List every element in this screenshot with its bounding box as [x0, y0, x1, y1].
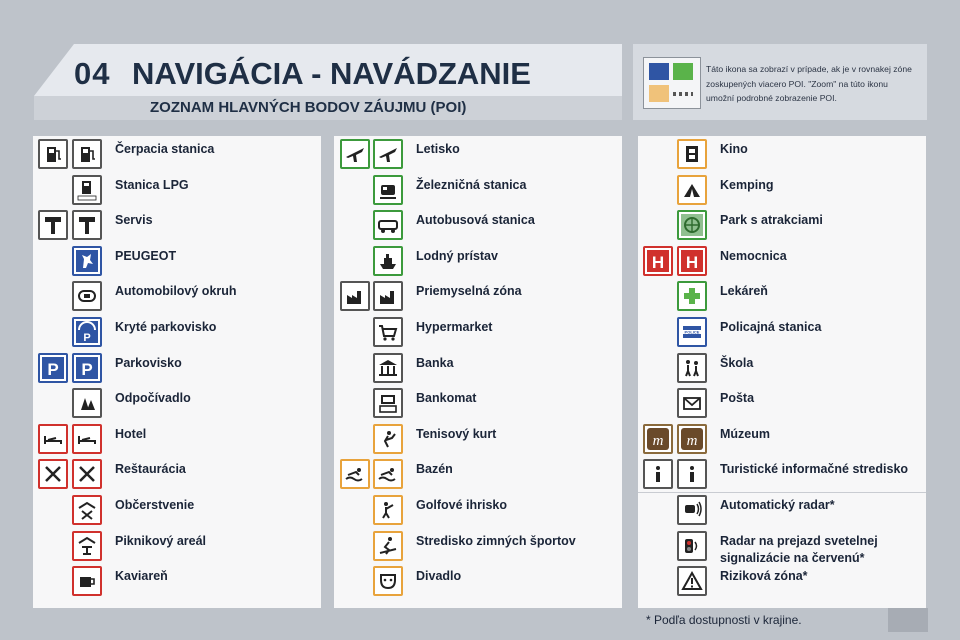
poi-label: Riziková zóna*: [720, 569, 808, 583]
tennis-icon: [373, 424, 403, 454]
section-subtitle: ZOZNAM HLAVNÝCH BODOV ZÁUJMU (POI): [150, 99, 467, 116]
covered-parking-icon: [72, 317, 102, 347]
svg-text:m: m: [686, 433, 698, 449]
svg-text:POLICE: POLICE: [684, 329, 700, 335]
school-icon: [677, 353, 707, 383]
airplane-icon: [340, 139, 370, 169]
svg-text:H: H: [685, 253, 699, 272]
golf-icon: [373, 495, 403, 525]
train-icon: [373, 175, 403, 205]
film-icon: [677, 139, 707, 169]
poi-label: Hypermarket: [416, 320, 493, 334]
shopping-cart-icon: [373, 317, 403, 347]
poi-group-zoom-icon: [643, 57, 701, 109]
rest-area-icon: [72, 388, 102, 418]
poi-label: Park s atrakciami: [720, 213, 823, 227]
poi-label: Automatický radar*: [720, 498, 835, 512]
pharmacy-cross-icon: [677, 281, 707, 311]
poi-label: Golfové ihrisko: [416, 498, 507, 512]
warning-triangle-icon: [677, 566, 707, 596]
poi-label: PEUGEOT: [115, 249, 177, 263]
fork-knife-icon: [72, 459, 102, 489]
picnic-icon: [72, 531, 102, 561]
peugeot-lion-icon: [72, 246, 102, 276]
skier-icon: [373, 531, 403, 561]
poi-label: Nemocnica: [720, 249, 787, 263]
page-title: NAVIGÁCIA - NAVÁDZANIE: [132, 56, 531, 91]
poi-label: Hotel: [115, 427, 147, 441]
poi-label: Reštaurácia: [115, 462, 186, 476]
bed-icon: [72, 424, 102, 454]
bed-icon: [38, 424, 68, 454]
radar-separator: [638, 492, 926, 493]
page-number-tab: [888, 608, 928, 632]
poi-label: Železničná stanica: [416, 178, 527, 192]
hammer-icon: [38, 210, 68, 240]
poi-label: Radar na prejazd svetelnej signalizácie na červenú*: [720, 534, 878, 565]
info-text: Táto ikona sa zobrazí v prípade, ak je v rovnakej zóne zoskupených viacero POI. "Zoom" na túto ikonu umožní podrobné zobrazenie POI.: [706, 64, 912, 103]
museum-icon: [643, 424, 673, 454]
poi-label: Parkovisko: [115, 356, 182, 370]
svg-text:m: m: [652, 433, 664, 449]
coffee-cup-icon: [72, 566, 102, 596]
theatre-icon: [373, 566, 403, 596]
svg-text:H: H: [651, 253, 665, 272]
poi-label: Lodný prístav: [416, 249, 498, 263]
speed-camera-icon: [677, 495, 707, 525]
amusement-park-icon: [677, 210, 707, 240]
svg-text:P: P: [81, 360, 93, 379]
poi-label: Odpočívadlo: [115, 391, 191, 405]
bank-icon: [373, 353, 403, 383]
poi-label: Bankomat: [416, 391, 477, 405]
bus-icon: [373, 210, 403, 240]
tourist-info-icon: [643, 459, 673, 489]
tent-icon: [677, 175, 707, 205]
poi-label: Kryté parkovisko: [115, 320, 217, 334]
race-track-icon: [72, 281, 102, 311]
red-light-camera-icon: [677, 531, 707, 561]
svg-text:P: P: [47, 360, 59, 379]
tourist-info-icon: [677, 459, 707, 489]
poi-label: Stredisko zimných športov: [416, 534, 576, 548]
factory-icon: [373, 281, 403, 311]
police-icon: [677, 317, 707, 347]
poi-label: Autobusová stanica: [416, 213, 535, 227]
hammer-icon: [72, 210, 102, 240]
museum-icon: [677, 424, 707, 454]
airplane-icon: [373, 139, 403, 169]
svg-text:P: P: [83, 332, 91, 343]
hospital-icon: [643, 246, 673, 276]
ship-icon: [373, 246, 403, 276]
poi-label: Divadlo: [416, 569, 462, 583]
lpg-pump-icon: [72, 175, 102, 205]
poi-label: Stanica LPG: [115, 178, 189, 192]
poi-label: Pošta: [720, 391, 755, 405]
factory-icon: [340, 281, 370, 311]
poi-label: Servis: [115, 213, 153, 227]
footnote: * Podľa dostupnosti v krajine.: [646, 613, 802, 627]
poi-label: Piknikový areál: [115, 534, 207, 548]
atm-icon: [373, 388, 403, 418]
poi-label: Kino: [720, 142, 748, 156]
swimmer-icon: [340, 459, 370, 489]
poi-label: Bazén: [416, 462, 453, 476]
fork-knife-icon: [38, 459, 68, 489]
envelope-icon: [677, 388, 707, 418]
poi-label: Občerstvenie: [115, 498, 195, 512]
poi-label: Tenisový kurt: [416, 427, 497, 441]
poi-label: Policajná stanica: [720, 320, 822, 334]
swimmer-icon: [373, 459, 403, 489]
chapter-number: 04: [74, 56, 111, 91]
fuel-pump-icon: [72, 139, 102, 169]
fuel-pump-icon: [38, 139, 68, 169]
poi-label: Kaviareň: [115, 569, 168, 583]
poi-label: Priemyselná zóna: [416, 284, 522, 298]
parking-icon: [72, 353, 102, 383]
poi-label: Škola: [720, 356, 754, 370]
snack-icon: [72, 495, 102, 525]
poi-label: Banka: [416, 356, 454, 370]
poi-label: Kemping: [720, 178, 774, 192]
poi-label: Automobilový okruh: [115, 284, 237, 298]
poi-label: Letisko: [416, 142, 460, 156]
poi-label: Čerpacia stanica: [115, 142, 215, 156]
hospital-icon: [677, 246, 707, 276]
poi-label: Lekáreň: [720, 284, 768, 298]
poi-label: Turistické informačné stredisko: [720, 462, 909, 476]
parking-icon: [38, 353, 68, 383]
poi-label: Múzeum: [720, 427, 770, 441]
